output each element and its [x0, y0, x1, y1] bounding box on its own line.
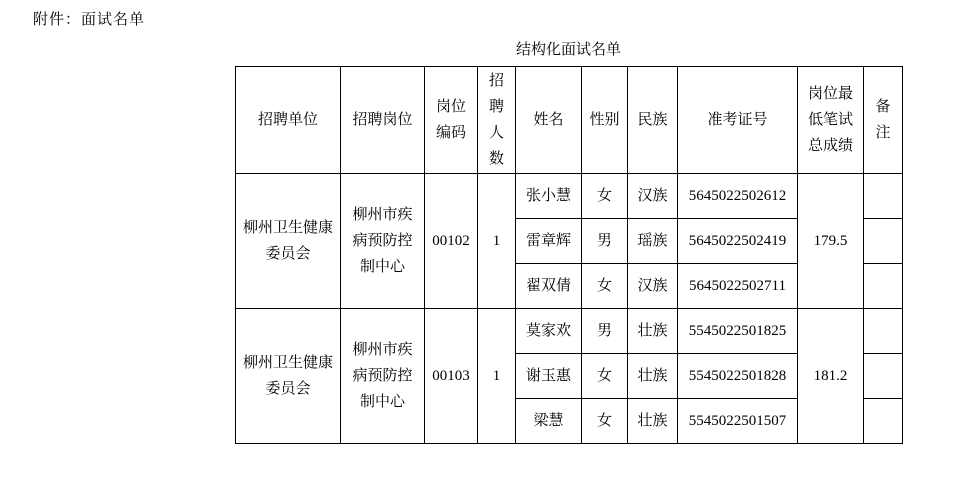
candidate-name-cell: 翟双倩: [516, 264, 582, 309]
gender-cell: 女: [582, 399, 628, 444]
exam-number-cell: 5645022502419: [678, 219, 798, 264]
exam-number-cell: 5645022502711: [678, 264, 798, 309]
candidate-name-cell: 张小慧: [516, 174, 582, 219]
table-title: 结构化面试名单: [515, 42, 621, 58]
col-header-min-score: 岗位最低笔试总成绩: [798, 67, 864, 174]
gender-cell: 男: [582, 219, 628, 264]
col-header-remark: 备注: [864, 67, 903, 174]
candidate-name-cell: 莫家欢: [516, 309, 582, 354]
ethnicity-cell: 汉族: [628, 264, 678, 309]
exam-number-cell: 5545022501507: [678, 399, 798, 444]
remark-cell: [864, 174, 903, 219]
interview-table: [235, 66, 903, 444]
table-row: [236, 309, 903, 354]
col-header-ethnicity: 民族: [628, 67, 678, 174]
candidate-name-cell: 梁慧: [516, 399, 582, 444]
min-score-cell: 179.5: [798, 174, 864, 309]
header-row: [236, 67, 903, 174]
remark-cell: [864, 354, 903, 399]
remark-cell: [864, 399, 903, 444]
unit-cell: 柳州卫生健康委员会: [236, 174, 341, 309]
col-header-exam-number: 准考证号: [678, 67, 798, 174]
col-header-position-code: 岗位编码: [425, 67, 478, 174]
candidate-name-cell: 谢玉惠: [516, 354, 582, 399]
gender-cell: 女: [582, 174, 628, 219]
remark-cell: [864, 264, 903, 309]
ethnicity-cell: 汉族: [628, 174, 678, 219]
table-row: [236, 174, 903, 219]
remark-cell: [864, 219, 903, 264]
gender-cell: 女: [582, 354, 628, 399]
position-code-cell: 00102: [425, 174, 478, 309]
recruit-count-cell: 1: [478, 174, 516, 309]
candidate-name-cell: 雷章辉: [516, 219, 582, 264]
gender-cell: 男: [582, 309, 628, 354]
position-code-cell: 00103: [425, 309, 478, 444]
col-header-position: 招聘岗位: [341, 67, 425, 174]
remark-cell: [864, 309, 903, 354]
exam-number-cell: 5545022501828: [678, 354, 798, 399]
position-cell: 柳州市疾病预防控制中心: [341, 174, 425, 309]
recruit-count-cell: 1: [478, 309, 516, 444]
exam-number-cell: 5545022501825: [678, 309, 798, 354]
col-header-name: 姓名: [516, 67, 582, 174]
ethnicity-cell: 壮族: [628, 354, 678, 399]
gender-cell: 女: [582, 264, 628, 309]
min-score-cell: 181.2: [798, 309, 864, 444]
col-header-recruit-count: 招聘人数: [478, 67, 516, 174]
col-header-gender: 性别: [582, 67, 628, 174]
col-header-unit: 招聘单位: [236, 67, 341, 174]
ethnicity-cell: 瑶族: [628, 219, 678, 264]
unit-cell: 柳州卫生健康委员会: [236, 309, 341, 444]
ethnicity-cell: 壮族: [628, 399, 678, 444]
ethnicity-cell: 壮族: [628, 309, 678, 354]
attachment-label: 附件：面试名单: [33, 12, 146, 28]
position-cell: 柳州市疾病预防控制中心: [341, 309, 425, 444]
exam-number-cell: 5645022502612: [678, 174, 798, 219]
